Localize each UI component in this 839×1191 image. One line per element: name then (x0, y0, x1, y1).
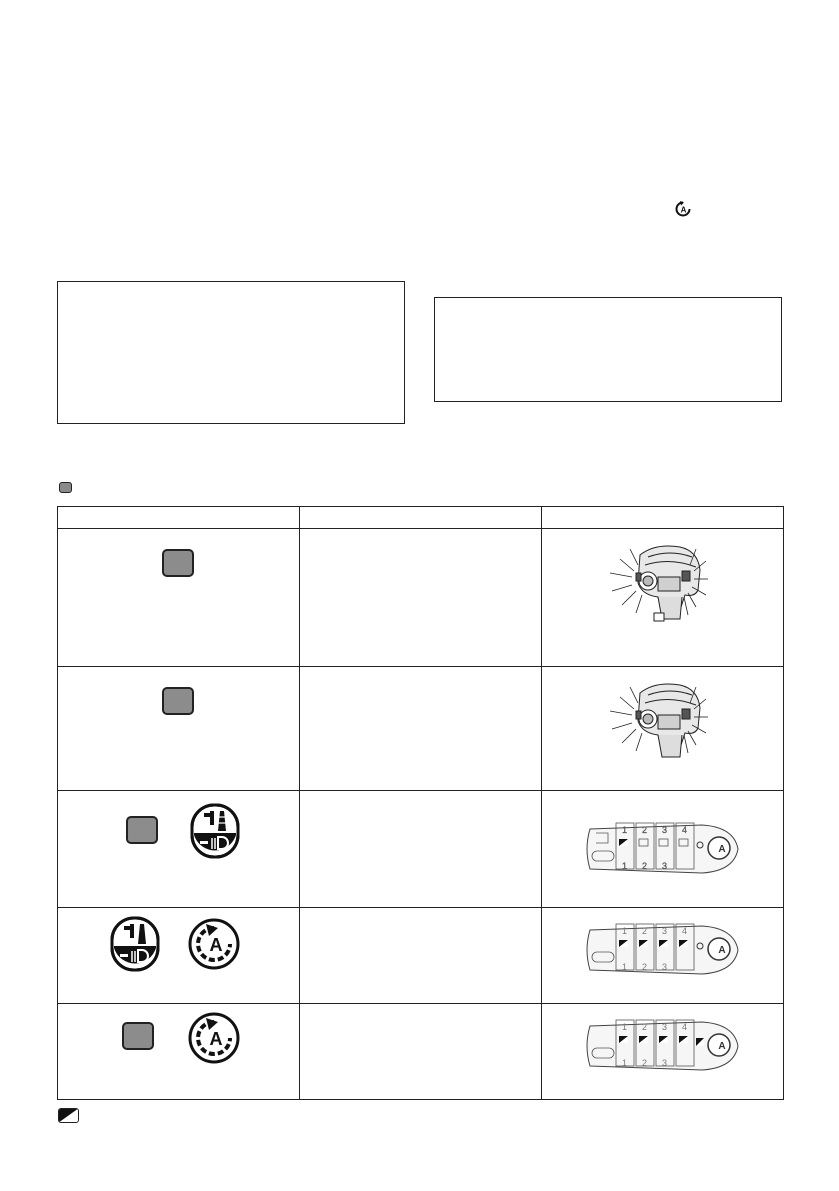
tool-lights-flashing-illustration (600, 535, 710, 625)
svg-text:3: 3 (662, 1022, 668, 1032)
svg-text:4: 4 (682, 926, 688, 936)
svg-text:1: 1 (622, 926, 628, 936)
table-row (58, 791, 784, 908)
svg-text:A: A (209, 935, 223, 955)
table-header-row (58, 507, 784, 529)
tool-lights-flashing-illustration (600, 673, 710, 763)
table-row (58, 529, 784, 667)
svg-text:2: 2 (642, 1058, 648, 1068)
svg-text:3: 3 (662, 861, 668, 871)
svg-text:1: 1 (622, 962, 628, 972)
row5-description-cell (300, 1004, 542, 1100)
svg-text:A: A (680, 205, 687, 215)
svg-text:2: 2 (642, 1022, 648, 1032)
note-box-left (57, 281, 405, 424)
light-mode-button-icon (110, 916, 160, 972)
row2-description-cell (300, 667, 542, 791)
svg-text:3: 3 (662, 1058, 668, 1068)
half-lit-lamp-icon (58, 1108, 79, 1123)
row5-illustration-cell (542, 1004, 784, 1100)
gray-button-icon (162, 549, 194, 577)
row2-operation-cell (58, 667, 300, 791)
row3-description-cell (300, 791, 542, 908)
table-header-3 (542, 507, 784, 529)
gray-button-icon (162, 687, 194, 715)
row5-operation-cell (58, 1004, 300, 1100)
svg-text:4: 4 (682, 825, 688, 835)
control-panel-illustration (582, 920, 742, 980)
svg-text:A: A (718, 1041, 726, 1052)
svg-text:A: A (209, 1029, 223, 1049)
row1-illustration-cell (542, 529, 784, 667)
svg-text:A: A (718, 844, 726, 855)
auto-mode-button-icon (188, 918, 240, 970)
svg-text:2: 2 (642, 926, 648, 936)
svg-text:1: 1 (622, 825, 628, 835)
row4-illustration-cell (542, 908, 784, 1004)
svg-text:1: 1 (622, 861, 628, 871)
gray-button-square-icon (59, 482, 72, 493)
row4-description-cell (300, 908, 542, 1004)
svg-text:3: 3 (662, 926, 668, 936)
svg-text:3: 3 (662, 825, 668, 835)
row1-operation-cell (58, 529, 300, 667)
svg-text:2: 2 (642, 825, 648, 835)
row3-illustration-cell (542, 791, 784, 908)
svg-text:2: 2 (642, 861, 648, 871)
light-mode-button-icon (190, 803, 240, 859)
control-panel-illustration (582, 819, 742, 879)
svg-text:3: 3 (662, 962, 668, 972)
row3-operation-cell (58, 791, 300, 908)
auto-mode-button-icon (188, 1012, 240, 1064)
table-header-2 (300, 507, 542, 529)
table-row (58, 667, 784, 791)
svg-text:A: A (718, 945, 726, 956)
svg-text:1: 1 (622, 1058, 628, 1068)
svg-text:2: 2 (642, 962, 648, 972)
row4-operation-cell (58, 908, 300, 1004)
note-box-right (434, 297, 782, 402)
table-header-1 (58, 507, 300, 529)
table-row (58, 1004, 784, 1100)
svg-text:1: 1 (622, 1022, 628, 1032)
indicator-table (57, 506, 784, 1100)
gray-button-icon (126, 816, 158, 844)
auto-mode-icon (674, 200, 692, 218)
svg-text:4: 4 (682, 1022, 688, 1032)
table-row (58, 908, 784, 1004)
row2-illustration-cell (542, 667, 784, 791)
row1-description-cell (300, 529, 542, 667)
control-panel-illustration (582, 1016, 742, 1076)
gray-button-icon (122, 1022, 154, 1050)
